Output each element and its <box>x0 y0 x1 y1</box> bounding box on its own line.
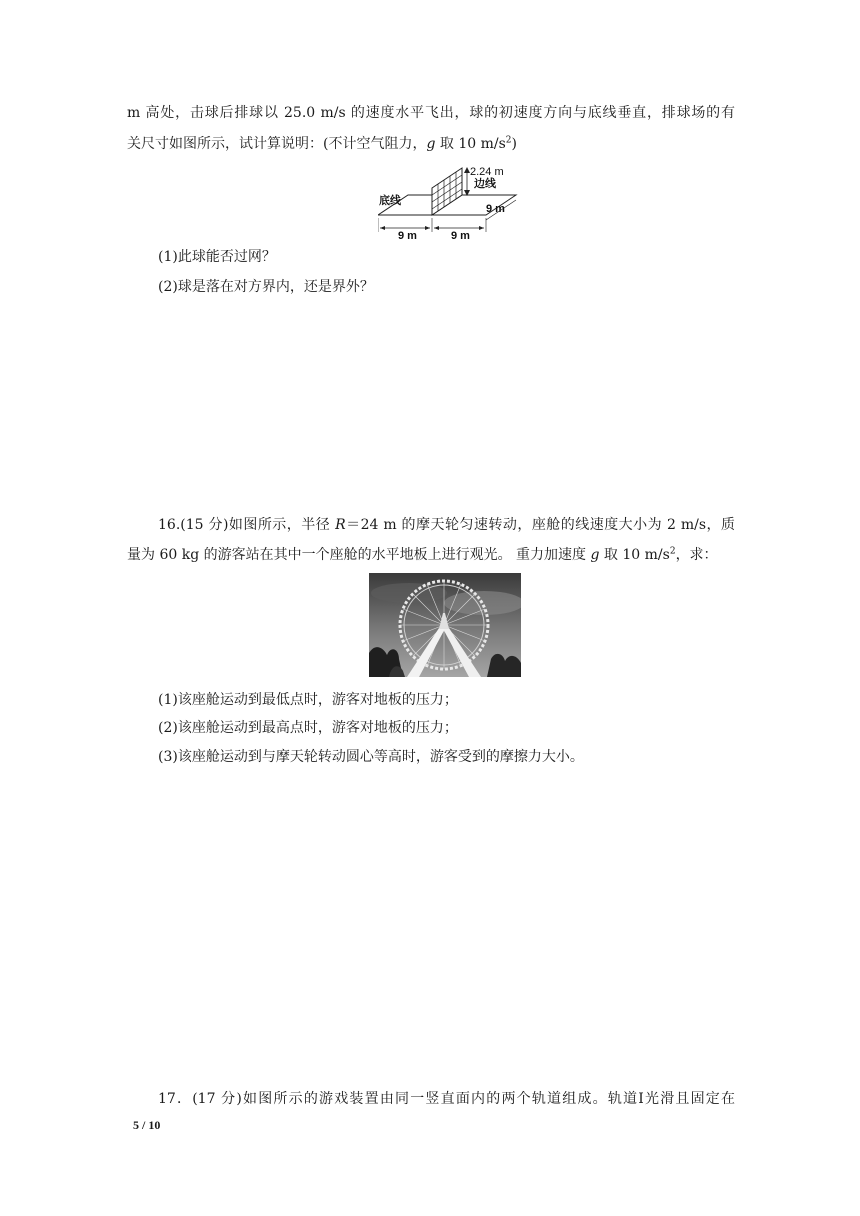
base-line-label: 底线 <box>379 194 401 207</box>
q16-text-line-1: 16.(15 分)如图所示，半径 R＝24 m 的摩天轮匀速转动，座舱的线速度大小为 2 m/s，质 <box>158 517 735 533</box>
volleyball-court-figure <box>378 160 518 242</box>
q16-text-line-2: 量为 60 kg 的游客站在其中一个座舱的水平地板上进行观光。 重力加速度 g 取 10 $m/s^2$，求： <box>127 546 718 563</box>
net-height-label: 2.24 m <box>470 166 504 178</box>
q16-sub-question-1: (1)该座舱运动到最低点时，游客对地板的压力； <box>158 692 458 708</box>
q15-text-line-1: m 高处，击球后排球以 25.0 m/s 的速度水平飞出，球的初速度方向与底线垂直，排球场的有 <box>127 105 735 121</box>
q15-sub-question-1: (1)此球能否过网？ <box>158 249 276 265</box>
page-number: 5 / 10 <box>133 1118 161 1132</box>
q16-sub-question-3: (3)该座舱运动到与摩天轮转动圆心等高时，游客受到的摩擦力大小。 <box>158 749 584 765</box>
right-length-label: 9 m <box>451 230 470 242</box>
q15-text-line-2: 关尺寸如图所示，试计算说明：(不计空气阻力，g 取 10 $m/s^2$) <box>127 135 517 152</box>
q16-sub-question-2: (2)该座舱运动到最高点时，游客对地板的压力； <box>158 720 458 736</box>
court-width-label: 9 m <box>486 203 505 215</box>
left-length-label: 9 m <box>398 230 417 242</box>
side-line-label: 边线 <box>474 177 496 190</box>
ferris-wheel-photo <box>369 573 521 677</box>
q15-sub-question-2: (2)球是落在对方界内，还是界外？ <box>158 279 374 295</box>
q17-text-line-1: 17．(17 分)如图所示的游戏装置由同一竖直面内的两个轨道组成。轨道Ⅰ光滑且固定在 <box>158 1091 735 1107</box>
